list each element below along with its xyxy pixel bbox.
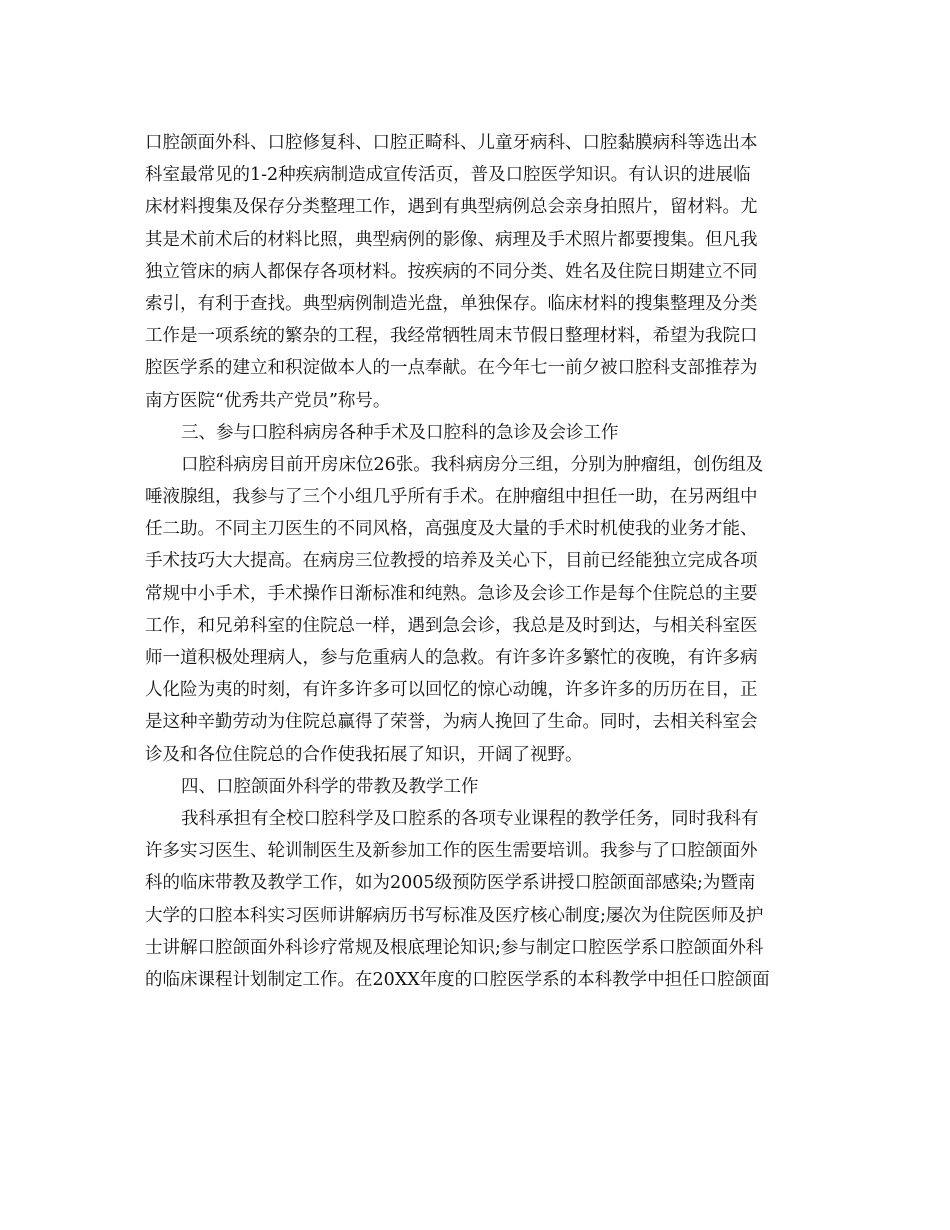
text-line: 师一道积极处理病人，参与危重病人的急救。有许多许多繁忙的夜晚，有许多病 [145,648,758,668]
text-line: 人化险为夷的时刻，有许多许多可以回忆的惊心动魄，许多许多的历历在目，正 [145,680,758,701]
document-body [145,127,805,996]
text-line: 是这种辛勤劳动为住院总赢得了荣誉，为病人挽回了生命。同时，去相关科室会 [145,712,758,733]
text-line: 索引，有利于查找。典型病例制造光盘，单独保存。临床材料的搜集整理及分类 [145,293,758,314]
text-line: 的临床课程计划制定工作。在20XX年度的口腔医学系的本科教学中担任口腔颌面 [145,969,770,990]
text-line: 工作是一项系统的繁杂的工程，我经常牺牲周末节假日整理材料，希望为我院口 [145,326,758,347]
text-line: 唾液腺组，我参与了三个小组几乎所有手术。在肿瘤组中担任一助，在另两组中 [145,487,758,508]
text-line: 科室最常见的1-2种疾病制造成宣传活页，普及口腔医学知识。有认识的进展临 [145,165,751,186]
section-heading: 四、口腔颌面外科学的带教及教学工作 [181,776,479,797]
text-line: 任二助。不同主刀医生的不同风格，高强度及大量的手术时机使我的业务才能、 [145,519,758,540]
text-line: 诊及和各位住院总的合作使我拓展了知识，开阔了视野。 [145,744,583,765]
text-line: 口腔科病房目前开房床位26张。我科病房分三组，分别为肿瘤组，创伤组及 [181,454,764,475]
section-heading: 三、参与口腔科病房各种手术及口腔科的急诊及会诊工作 [181,422,619,443]
text-line: 其是术前术后的材料比照，典型病例的影像、病理及手术照片都要搜集。但凡我 [145,229,758,250]
text-line: 独立管床的病人都保存各项材料。按疾病的不同分类、姓名及住院日期建立不同 [145,261,758,282]
text-line: 腔医学系的建立和积淀做本人的一点奉献。在今年七一前夕被口腔科支部推荐为 [145,358,758,379]
text-line: 口腔颌面外科、口腔修复科、口腔正畸科、儿童牙病科、口腔黏膜病科等选出本 [145,133,758,153]
text-line: 许多实习医生、轮训制医生及新参加工作的医生需要培训。我参与了口腔颌面外 [145,841,758,862]
text-line: 我科承担有全校口腔科学及口腔系的各项专业课程的教学任务，同时我科有 [181,808,759,829]
text-line: 士讲解口腔颌面外科诊疗常规及根底理论知识;参与制定口腔医学系口腔颌面外科 [145,937,764,958]
text-line: 科的临床带教及教学工作，如为2005级预防医学系讲授口腔颌面部感染;为暨南 [145,873,756,894]
text-line: 南方医院“优秀共产党员”称号。 [145,390,391,411]
text-line: 大学的口腔本科实习医师讲解病历书写标准及医疗核心制度;屡次为住院医师及护 [145,905,764,926]
text-line: 手术技巧大大提高。在病房三位教授的培养及关心下，目前已经能独立完成各项 [145,551,758,572]
text-line: 工作，和兄弟科室的住院总一样，遇到急会诊，我总是及时到达，与相关科室医 [145,615,758,636]
text-line: 常规中小手术，手术操作日渐标准和纯熟。急诊及会诊工作是每个住院总的主要 [145,583,758,604]
text-line: 床材料搜集及保存分类整理工作，遇到有典型病例总会亲身拍照片，留材料。尤 [145,197,758,218]
